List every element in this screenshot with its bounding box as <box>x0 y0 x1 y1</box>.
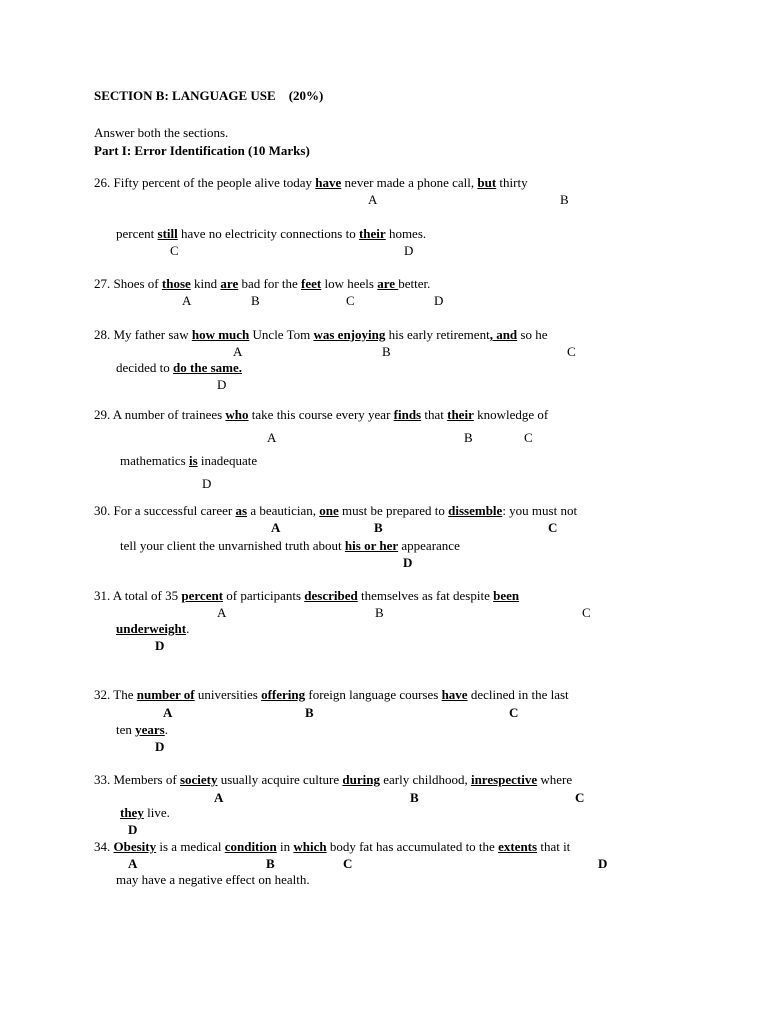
q30-label-a: A <box>271 520 281 535</box>
q29-line1: 29. A number of trainees who take this course every year finds that their knowledge of <box>94 407 549 422</box>
q29-line2: mathematics is inadequate <box>120 453 258 468</box>
section-title: SECTION B: LANGUAGE USE (20%) <box>94 88 324 103</box>
q32-line2: ten years. <box>116 722 168 737</box>
q28-line2: decided to do the same. <box>116 360 243 375</box>
q27-label-c: C <box>346 293 355 308</box>
q28-label-b: B <box>382 344 391 359</box>
q28-label-d: D <box>217 377 227 392</box>
q34-line2: may have a negative effect on health. <box>116 872 310 887</box>
q28-line1: 28. My father saw how much Uncle Tom was enjoying his early retirement, and so he <box>94 327 548 342</box>
q29-label-d: D <box>202 476 212 491</box>
q31-line1: 31. A total of 35 percent of participants described themselves as fat despite been <box>94 588 520 603</box>
q30-line1: 30. For a successful career as a beautician, one must be prepared to dissemble: you must not <box>94 503 578 518</box>
q34-line1: 34. Obesity is a medical condition in which body fat has accumulated to the extents that it <box>94 839 571 854</box>
q32-line1: 32. The number of universities offering foreign language courses have declined in the last <box>94 687 569 702</box>
q31-label-a: A <box>217 605 227 620</box>
q33-label-b: B <box>410 790 419 805</box>
q26-line1: 26. Fifty percent of the people alive today have never made a phone call, but thirty <box>94 175 528 190</box>
q34-label-d: D <box>598 856 608 871</box>
q27-label-a: A <box>182 293 192 308</box>
q30-label-b: B <box>374 520 383 535</box>
q29-label-b: B <box>464 430 473 445</box>
q30-label-d: D <box>403 555 413 570</box>
q32-label-c: C <box>509 705 519 720</box>
part-title: Part I: Error Identification (10 Marks) <box>94 143 310 158</box>
q31-label-c: C <box>582 605 591 620</box>
instruction: Answer both the sections. <box>94 125 229 140</box>
q28-label-a: A <box>233 344 243 359</box>
q33-label-a: A <box>214 790 224 805</box>
q30-line2: tell your client the unvarnished truth about his or her appearance <box>120 538 460 553</box>
q34-label-a: A <box>128 856 138 871</box>
q34-label-b: B <box>266 856 275 871</box>
q27-line1: 27. Shoes of those kind are bad for the feet low heels are better. <box>94 276 431 291</box>
q33-label-c: C <box>575 790 585 805</box>
q32-label-a: A <box>163 705 173 720</box>
q31-label-d: D <box>155 638 165 653</box>
q26-label-a: A <box>368 192 378 207</box>
q26-label-d: D <box>404 243 414 258</box>
q33-line2: they live. <box>120 805 170 820</box>
q27-label-b: B <box>251 293 260 308</box>
q31-line2: underweight. <box>116 621 190 636</box>
q33-label-d: D <box>128 822 138 837</box>
q27-label-d: D <box>434 293 444 308</box>
q33-line1: 33. Members of society usually acquire culture during early childhood, inrespective where <box>94 772 573 787</box>
q26-line2: percent still have no electricity connections to their homes. <box>116 226 427 241</box>
q26-label-c: C <box>170 243 179 258</box>
q34-label-c: C <box>343 856 353 871</box>
q29-label-a: A <box>267 430 277 445</box>
q29-label-c: C <box>524 430 533 445</box>
q30-label-c: C <box>548 520 558 535</box>
q31-label-b: B <box>375 605 384 620</box>
q28-label-c: C <box>567 344 576 359</box>
q32-label-d: D <box>155 739 165 754</box>
q32-label-b: B <box>305 705 314 720</box>
q26-label-b: B <box>560 192 569 207</box>
